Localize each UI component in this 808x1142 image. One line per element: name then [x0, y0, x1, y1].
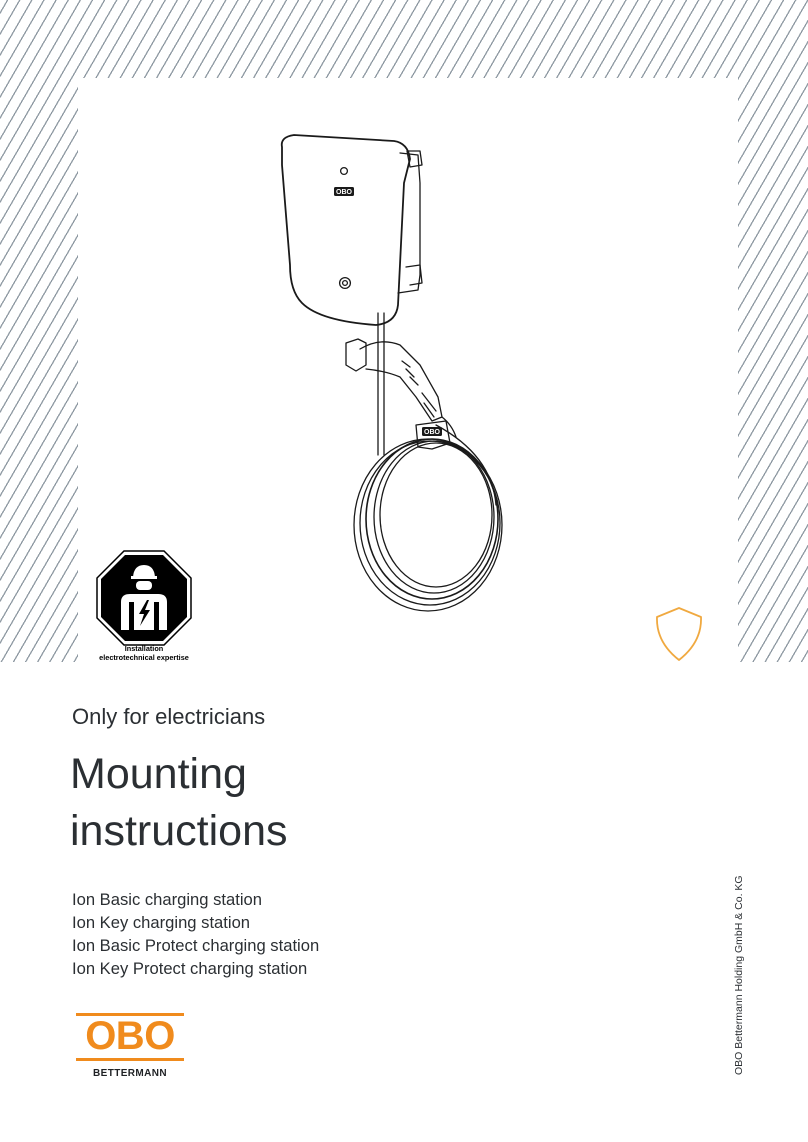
product-item: Ion Key Protect charging station [72, 959, 308, 978]
logo-bar-bottom [76, 1058, 184, 1061]
charging-station-illustration [260, 125, 540, 615]
obo-bettermann-logo [74, 1012, 186, 1084]
audience-subtitle: Only for electricians [72, 704, 266, 729]
logo-subtitle: BETTERMANN [93, 1068, 167, 1079]
product-item: Ion Basic Protect charging station [72, 936, 320, 955]
title-line-1: Mounting [70, 750, 247, 798]
electrician-icon [96, 550, 192, 646]
product-item: Ion Basic charging station [72, 890, 263, 909]
warning-caption-line1: Installation [124, 644, 164, 653]
page-title [70, 746, 287, 860]
shield-icon [654, 606, 704, 662]
product-list [72, 888, 319, 980]
warning-caption-line2: electrotechnical expertise [99, 653, 189, 662]
title-line-2: instructions [70, 807, 288, 855]
electrician-warning-sign [92, 550, 196, 662]
publisher-name: OBO Bettermann Holding GmbH & Co. KG [733, 875, 745, 1075]
logo-word: OBO [85, 1014, 175, 1058]
device-badge-text: OBO [336, 189, 352, 197]
holder-badge-text: OBO [424, 429, 440, 437]
product-item: Ion Key charging station [72, 913, 251, 932]
